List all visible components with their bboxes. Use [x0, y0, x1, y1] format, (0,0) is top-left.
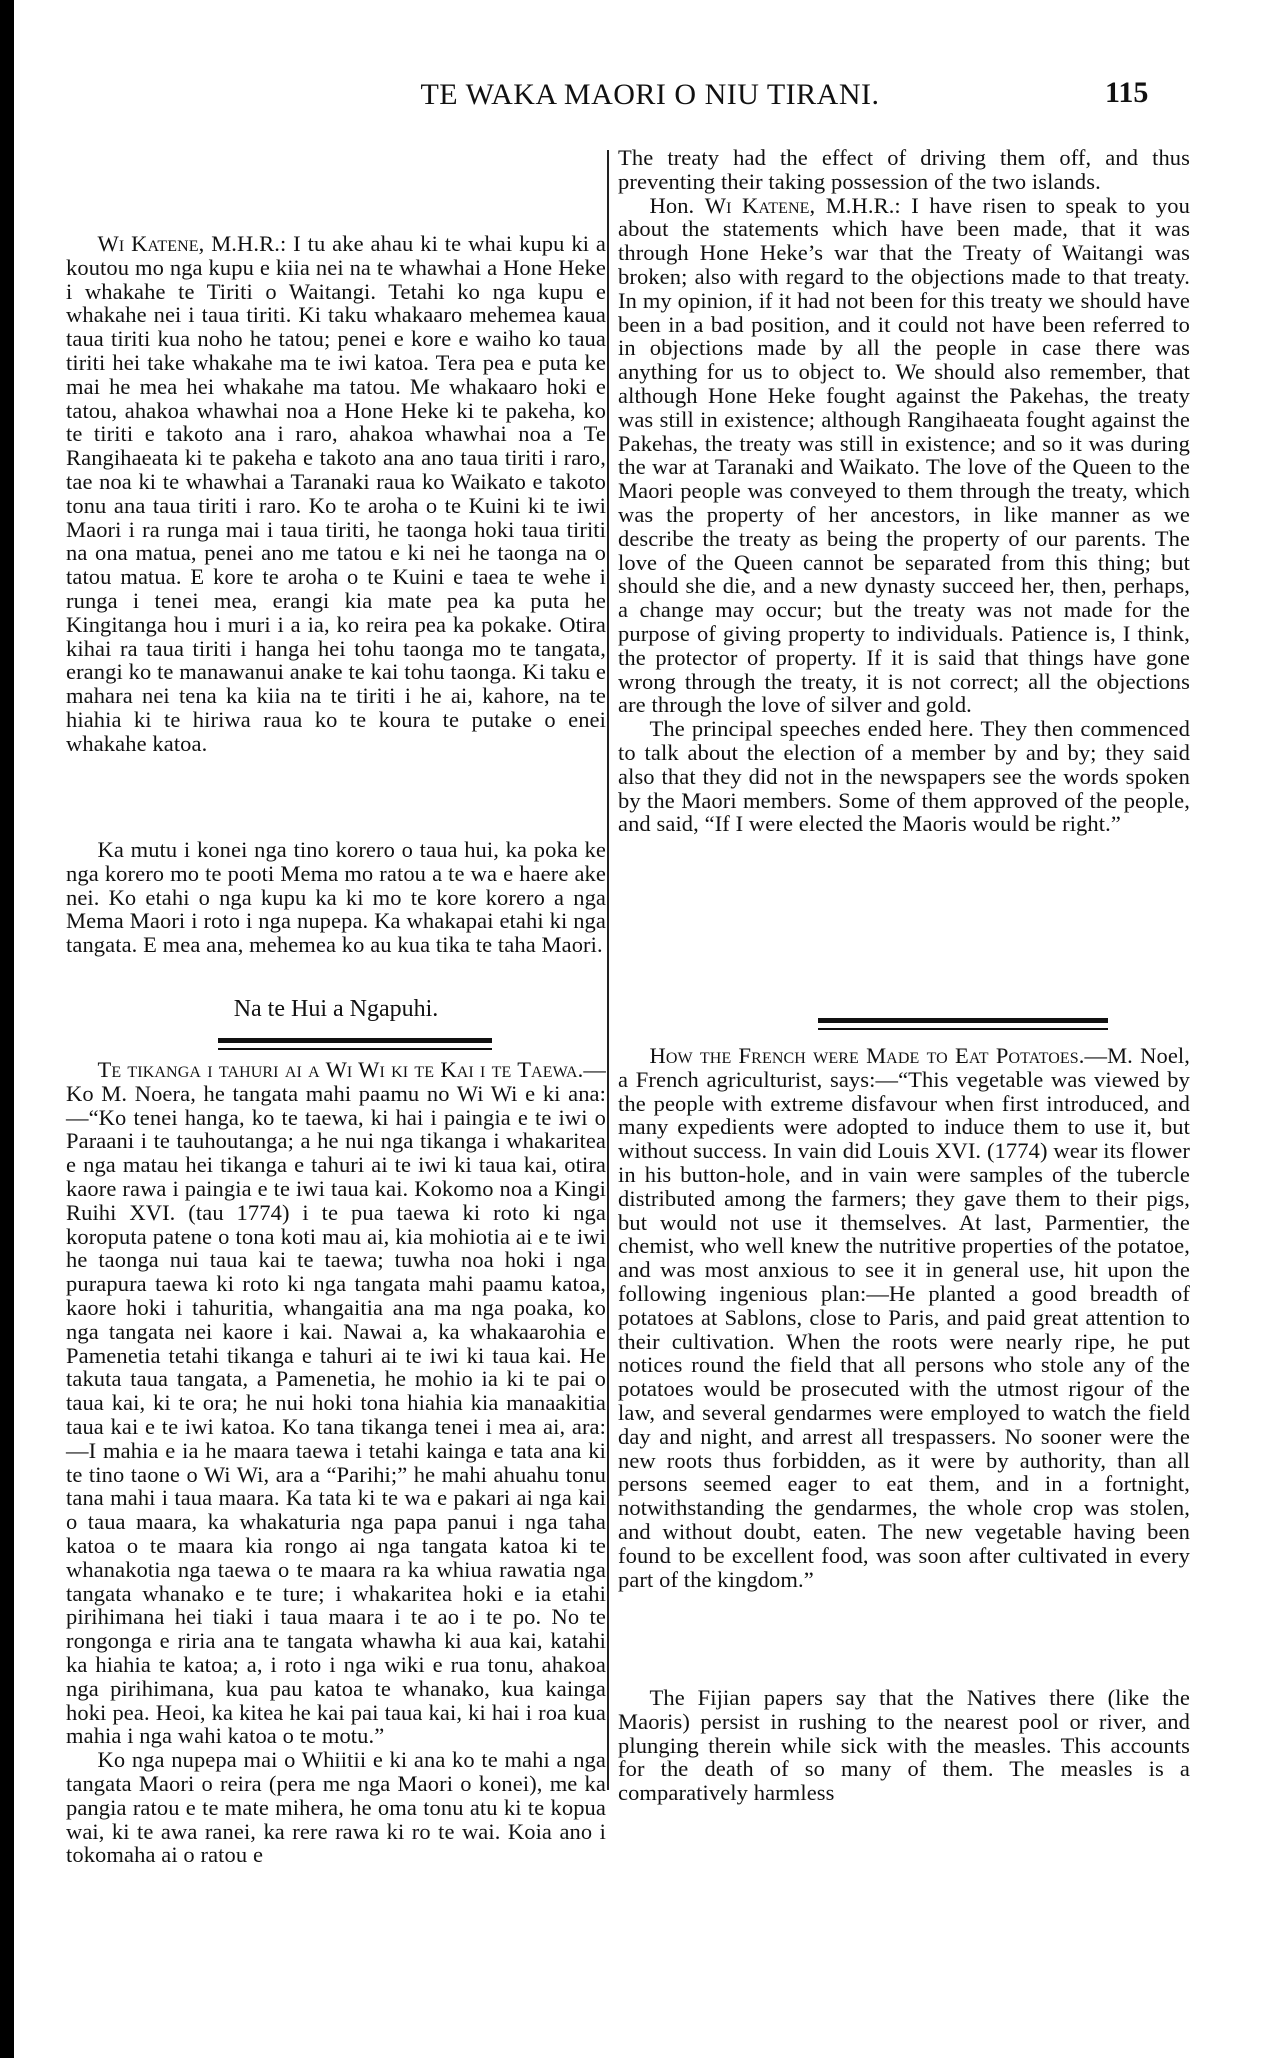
paragraph: The treaty had the effect of driving them off, and thus preventing their taking possession of the two islands.	[618, 145, 1190, 194]
paragraph: Ko nga nupepa mai o Whiitii e ki ana ko te mahi a nga tangata Maori o reira (pera me nga Maori o konei), me ka pangia ratou e te mate mihera, he oma tonu atu ki te kopua wai, ki te awa ranei, ka rere rawa ki ro te wai. Koia ano i tokomaha ai o ratou e	[66, 1747, 606, 1868]
article-taewa-maori	[66, 1058, 606, 1867]
paragraph: The Fijian papers say that the Natives there (like the Maoris) persist in rushing to the nearest pool or river, and plunging therein while sick with the measles. This accounts for the death of so many of them. The measles is a comparatively harmless	[618, 1685, 1190, 1806]
running-title: TE WAKA MAORI O NIU TIRANI.	[420, 78, 880, 111]
section-rule	[818, 1018, 1108, 1023]
article-potatoes-english	[618, 1044, 1190, 1591]
paragraph: Hon. Wi Katene, M.H.R.: I have risen to speak to you about the statements which have been made, that it was through Hone Heke’s war that the Treaty of Waitangi was broken; also with regard to the objections made to that treaty. In my opinion, if it had not been for this treaty we should have been in a bad position, and it could not have been referred to in objections made by all the people in case there was anything for us to object to. We should also remember, that although Hone Heke fought against the Pakehas, the treaty was still in existence; although Rangihaeata fought against the Pakehas, the treaty was still in existence; and so it was during the war at Taranaki and Waikato. The love of the Queen to the Maori people was conveyed to them through the treaty, which was the property of her ancestors, in like manner as we describe the treaty as being the property of our parents. The love of the Queen cannot be separated from this thing; but should she die, and a new dynasty succeed her, then, perhaps, a change may occur; but the treaty was not made for the purpose of giving property to individuals. Patience is, I think, the protector of property. If it is said that things have gone wrong through the treaty, it is not correct; all the objections are through the love of silver and gold.	[618, 192, 1190, 718]
scan-edge-shadow	[0, 0, 14, 2058]
page-number: 115	[1105, 76, 1149, 109]
paragraph: The principal speeches ended here. They then commenced to talk about the election of a member by and by; they said also that they did not in the newspapers see the words spoken by the Maori members. Some of them approved of the people, and said, “If I were elected the Maoris would be right.”	[618, 716, 1190, 837]
paragraph: How the French were Made to Eat Potatoes.—M. Noel, a French agriculturist, says:—“This vegetable was viewed by the people with extreme disfavour when first introduced, and many expedients were adopted to induce them to use it, but without success. In vain did Louis XVI. (1774) wear its flower in his button-hole, and in vain were samples of the tubercle distributed among the farmers; they gave them to their pigs, but would not use it themselves. At last, Parmentier, the chemist, who well knew the nutritive properties of the potatoe, and was most anxious to see it in general use, hit upon the following ingenious plan:—He planted a good breadth of potatoes at Sablons, close to Paris, and paid great attention to their cultivation. When the roots were nearly ripe, he put notices round the field that all persons who stole any of the potatoes would be prosecuted with the utmost rigour of the law, and several gendarmes were employed to watch the field day and night, and arrest all trespassers. No sooner were the new roots thus forbidden, as it were by authority, than all persons seemed eager to eat them, and in a fortnight, notwithstanding the gendarmes, the whole crop was stolen, and without doubt, eaten. The new vegetable having been found to be excellent food, was soon after cultivated in every part of the kingdom.”	[618, 1043, 1190, 1592]
article-fijian-english	[618, 1686, 1190, 1805]
article-heading: How the French were Made to Eat Potatoes.	[649, 1043, 1085, 1068]
speaker-name: Wi Katene, M.H.R.:	[97, 231, 287, 256]
article-katene-maori	[66, 232, 606, 756]
speaker-name: Wi Katene, M.H.R.:	[704, 192, 901, 218]
article-treaty-english	[618, 146, 1190, 836]
section-rule	[218, 1038, 492, 1043]
article-heading: Te tikanga i tahuri ai a Wi Wi ki te Kai i te Taewa.	[97, 1057, 584, 1082]
paragraph: Wi Katene, M.H.R.: I tu ake ahau ki te whai kupu ki a koutou mo nga kupu e kiia nei na te whawhai a Hone Heke i whakahe te Tiriti o Waitangi. Tetahi ko nga kupu e whakahe nei i taua tiriti. Ki taku whakaaro mehemea kaua taua tiriti kua noho he tatou; penei e kore e waiho ko taua tiriti hei take whakahe ma te iwi katoa. Tera pea e puta ke mai he mea hei whakahe ma tatou. Me whakaaro hoki e tatou, ahakoa whawhai noa a Hone Heke ki te pakeha, ko te tiriti e takoto ana i raro, ahakoa whawhai noa a Te Rangihaeata ki te pakeha e takoto ana ano taua tiriti i raro, tae noa ki te whawhai a Taranaki raua ko Waikato e takoto tonu ana taua tiriti i raro. Ko te aroha o te Kuini ki te iwi Maori i ra runga mai i taua tiriti, he taonga hoki taua tiriti na ona matua, penei ano me tatou e ki nei he taonga na o tatou matua. E kore te aroha o te Kuini e taea te wehe i runga i tenei mea, erangi kia mate pea ka puta he Kingitanga hou i muri i a ia, ko reira pea ka pokake. Otira kihai ra taua tiriti i hanga hei tohu taonga mo te tangata, erangi ko te manawanui anake te kai tohu taonga. Ki taku e mahara nei tena ka kiia na te tiriti i he ai, kahore, na te hiahia ki te hiriwa raua ko te koura te putake o enei whakahe katoa.	[66, 231, 606, 756]
signature: Na te Hui a Ngapuhi.	[233, 996, 439, 1022]
article-closing-maori	[66, 838, 606, 957]
column-divider	[607, 150, 609, 1790]
paragraph: Te tikanga i tahuri ai a Wi Wi ki te Kai i te Taewa.—Ko M. Noera, he tangata mahi paamu no Wi Wi e ki ana:—“Ko tenei hanga, ko te taewa, ki hai i paingia e te iwi o Paraani i te tauhoutanga; a he nui nga tikanga i whakaritea e nga matau hei tikanga e tahuri ai te iwi ki taua kai, otira kaore rawa i paingia e te iwi taua kai. Kokomo noa a Kingi Ruihi XVI. (tau 1774) i te pua taewa ki roto ki nga koroputa patene o tona koti mau ai, kia mohiotia ai e te iwi he taonga nui taua kai te taewa; tuwha noa hoki i nga purapura taewa ki roto ki nga tangata mahi paamu katoa, kaore hoki i tahuritia, whangaitia ana ma nga poaka, ko nga tangata nei kaore i kai. Nawai a, ka whakaarohia e Pamenetia tetahi tikanga e tahuri ai te iwi ki taua kai. He takuta taua tangata, a Pamenetia, he mohio ia ki te pai o taua kai, ki te ora; he nui hoki tona hiahia kia manaakitia taua kai e te iwi katoa. Ko tana tikanga tenei i mea ai, ara:—I mahia e ia he maara taewa i tetahi kainga e tata ana ki te tino taone o Wi Wi, ara a “Parihi;” he mahi ahuahu tonu tana mahi i taua maara. Ka tata ki te wa e pakari ai nga kai o taua maara, ka whakaturia nga papa panui i nga taha katoa o te maara kia rongo ai nga tangata katoa ki te whanakotia nga taewa o te maara ra ka whiua rawatia nga tangata whanako e te ture; i whakaritea hoki e ia etahi pirihimana hei tiaki i taua maara i te ao i te po. No te rongonga e riria ana te tangata whawha ki aua kai, katahi ka hiahia te katoa; a, i roto i nga wiki e rua tonu, ahakoa nga pirihimana, kua pau katoa te whanako, kua kainga hoki pea. Heoi, ka kitea he kai pai taua kai, ki hai i roa kua mahia i nga wahi katoa o te motu.”	[66, 1057, 606, 1749]
paragraph: Ka mutu i konei nga tino korero o taua hui, ka poka ke nga korero mo te pooti Mema mo ratou a te wa e haere ake nei. Ko etahi o nga kupu ka ki mo te kore korero a nga Mema Maori i roto i nga nupepa. Ka whakapai etahi ki nga tangata. E mea ana, mehemea ko au kua tika te taha Maori.	[66, 837, 606, 958]
